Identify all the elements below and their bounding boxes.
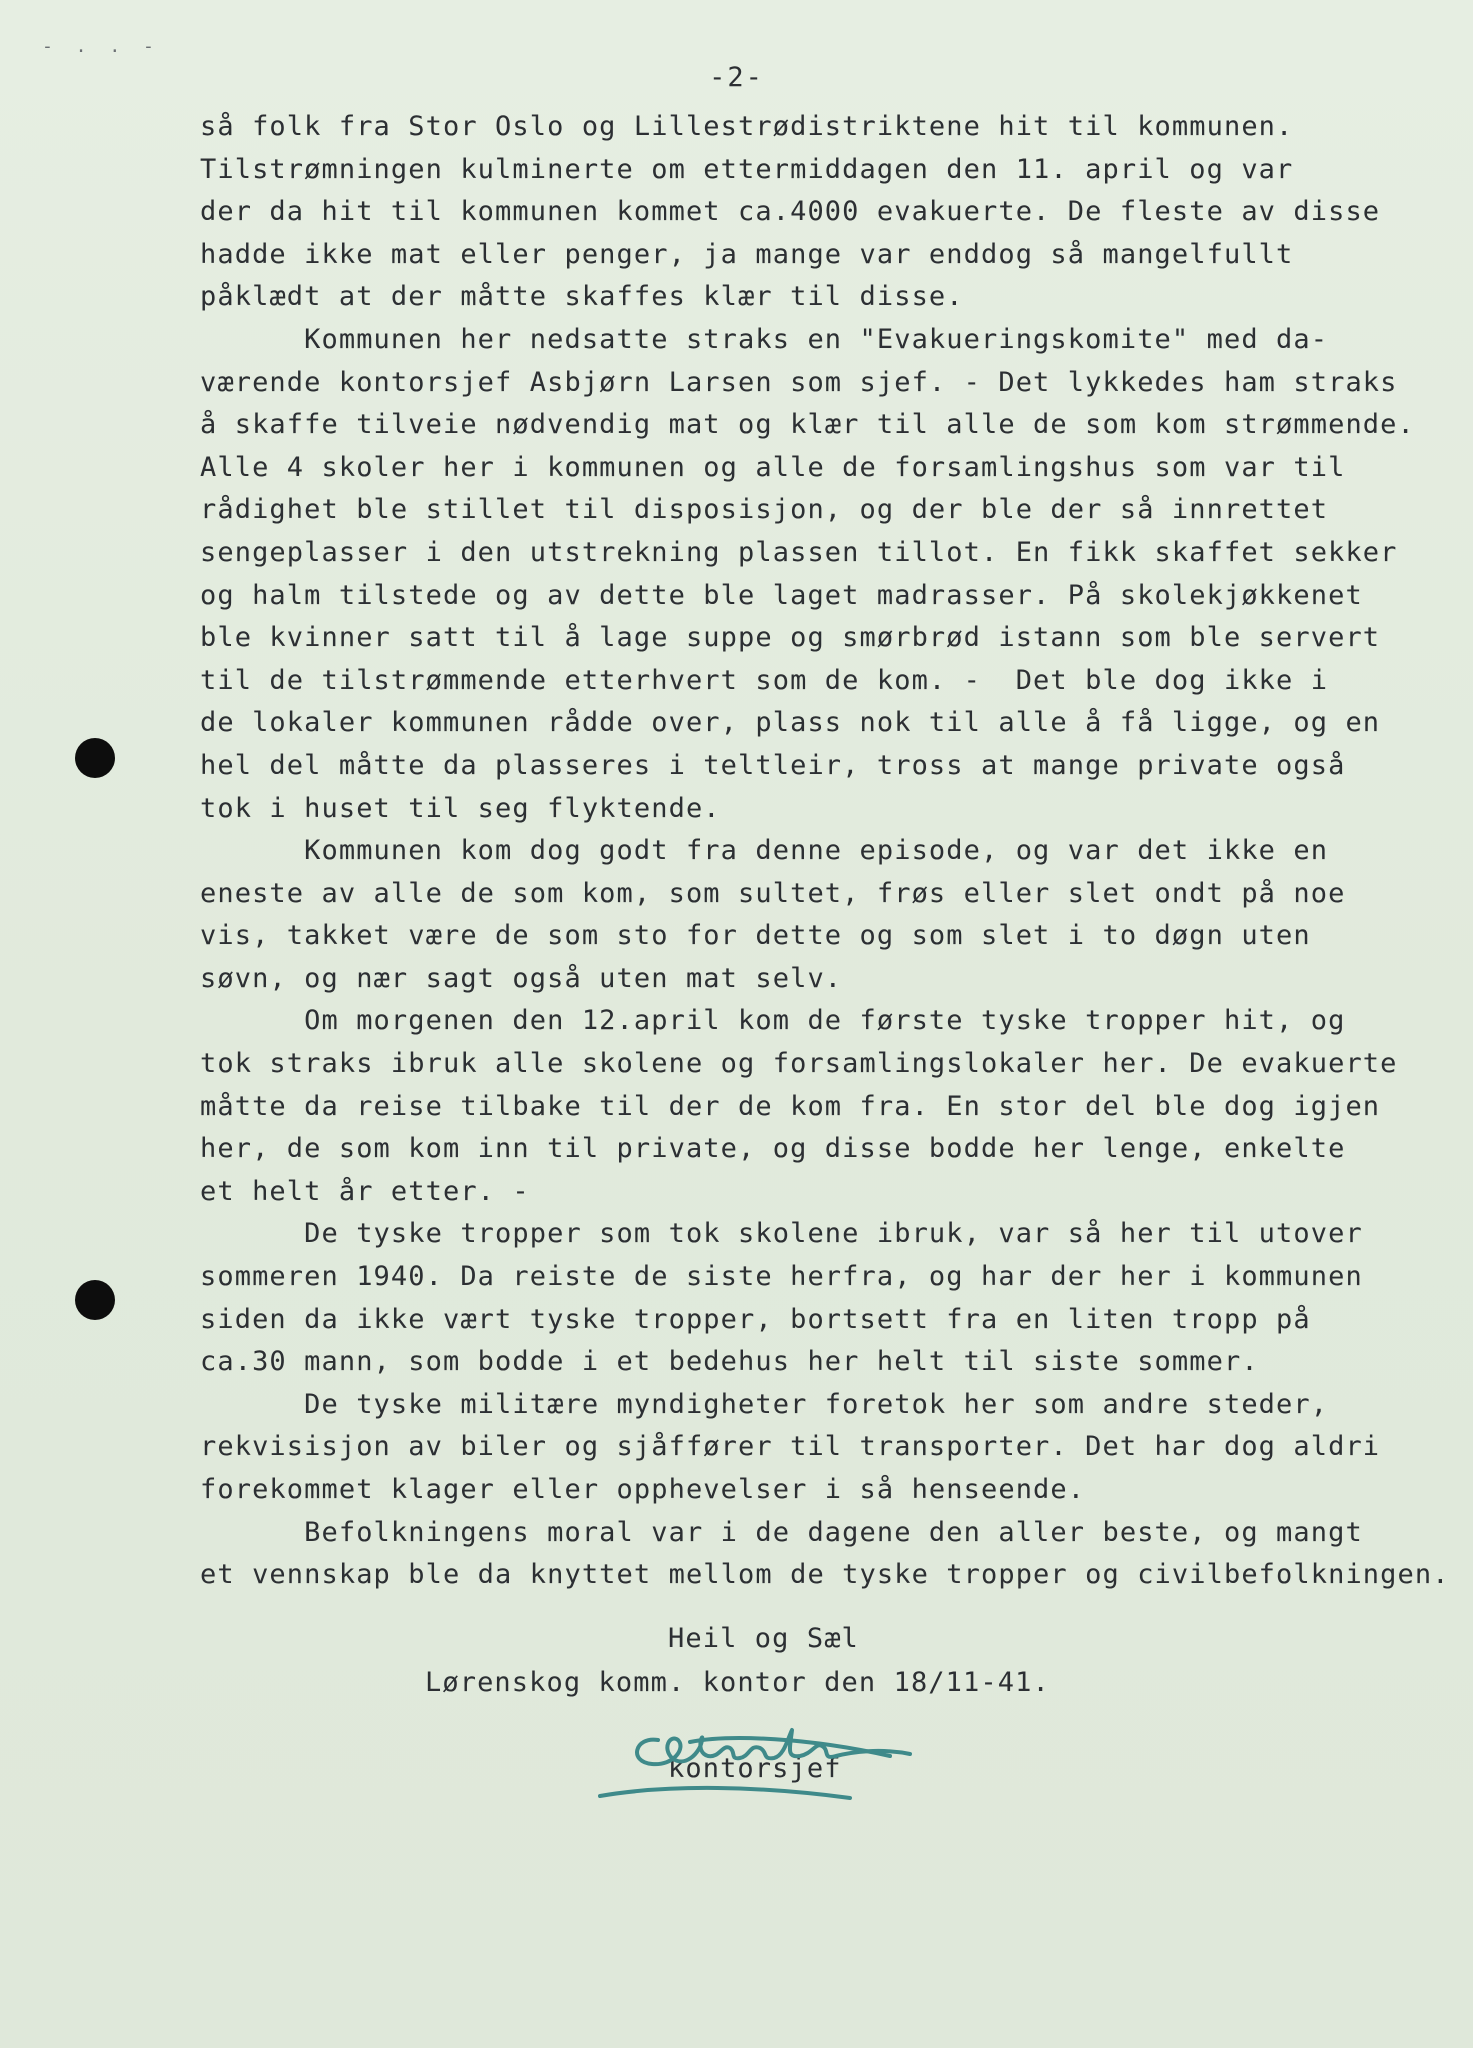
body-line: påklædt at der måtte skaffes klær til disse.: [200, 281, 964, 313]
body-line: siden da ikke vært tyske tropper, bortsett fra en liten tropp på: [200, 1303, 1311, 1335]
body-line: Kommunen her nedsatte straks en "Evakueringskomite" med da-: [200, 323, 1329, 355]
closing-title: kontorsjef: [668, 1753, 842, 1784]
body-line: ble kvinner satt til å lage suppe og smørbrød istann som ble servert: [200, 622, 1381, 654]
body-line: forekommet klager eller opphevelser i så henseende.: [200, 1474, 1086, 1505]
body-line: Tilstrømningen kulminerte om ettermiddagen den 11. april og var: [200, 153, 1294, 185]
body-line: så folk fra Stor Oslo og Lillestrødistriktene hit til kommunen.: [200, 111, 1294, 142]
body-line: sengeplasser i den utstrekning plassen tillot. En fikk skaffet sekker: [200, 536, 1398, 568]
body-line: De tyske militære myndigheter foretok her som andre steder,: [200, 1388, 1329, 1420]
body-line: hel del måtte da plasseres i teltleir, tross at mange private også: [200, 749, 1346, 781]
closing-place-date: Lørenskog komm. kontor den 18/11-41.: [425, 1667, 1050, 1698]
body-line: rådighet ble stillet til disposisjon, og der ble der så innrettet: [200, 494, 1329, 526]
punch-hole: [75, 738, 115, 778]
body-line: hadde ikke mat eller penger, ja mange var enddog så mangelfullt: [200, 238, 1294, 270]
body-line: her, de som kom inn til private, og disse bodde her lenge, enkelte: [200, 1133, 1346, 1165]
body-line: et vennskap ble da knyttet mellom de tyske tropper og civilbefolkningen.: [200, 1559, 1450, 1591]
body-line: et helt år etter. -: [200, 1175, 530, 1207]
closing-greeting: Heil og Sæl: [668, 1623, 859, 1654]
body-line: tok straks ibruk alle skolene og forsamlingslokaler her. De evakuerte: [200, 1048, 1398, 1080]
body-line: rekvisisjon av biler og sjåffører til transporter. Det har dog aldri: [200, 1431, 1381, 1463]
body-line: Alle 4 skoler her i kommunen og alle de forsamlingshus som var til: [200, 451, 1346, 483]
body-line: Om morgenen den 12.april kom de første tyske tropper hit, og: [200, 1005, 1346, 1037]
body-line: og halm tilstede og av dette ble laget madrasser. På skolekjøkkenet: [200, 579, 1363, 611]
body-line: tok i huset til seg flyktende.: [200, 792, 721, 824]
body-line: værende kontorsjef Asbjørn Larsen som sjef. - Det lykkedes ham straks: [200, 366, 1398, 398]
body-line: vis, takket være de som sto for dette og som slet i to døgn uten: [200, 920, 1311, 952]
body-line: å skaffe tilveie nødvendig mat og klær til alle de som kom strømmende.: [200, 409, 1415, 441]
corner-mark: - . . -: [42, 36, 160, 57]
body-line: der da hit til kommunen kommet ca.4000 evakuerte. De fleste av disse: [200, 196, 1381, 228]
body-line: de lokaler kommunen rådde over, plass nok til alle å få ligge, og en: [200, 707, 1381, 739]
punch-hole: [75, 1280, 115, 1320]
body-line: søvn, og nær sagt også uten mat selv.: [200, 962, 843, 994]
body-line: ca.30 mann, som bodde i et bedehus her helt til siste sommer.: [200, 1346, 1259, 1378]
body-line: Kommunen kom dog godt fra denne episode, og var det ikke en: [200, 835, 1329, 867]
body-line: sommeren 1940. Da reiste de siste herfra, og har der her i kommunen: [200, 1261, 1363, 1293]
body-line: eneste av alle de som kom, som sultet, frøs eller slet ondt på noe: [200, 877, 1346, 909]
handwritten-signature: [590, 1700, 920, 1820]
letter-body: [200, 106, 1460, 1597]
body-line: De tyske tropper som tok skolene ibruk, var så her til utover: [200, 1218, 1363, 1250]
body-line: Befolkningens moral var i de dagene den aller beste, og mangt: [200, 1516, 1363, 1548]
body-line: til de tilstrømmende etterhvert som de kom. - Det ble dog ikke i: [200, 664, 1329, 696]
body-line: måtte da reise tilbake til der de kom fra. En stor del ble dog igjen: [200, 1090, 1381, 1122]
page-number: -2-: [709, 62, 764, 93]
